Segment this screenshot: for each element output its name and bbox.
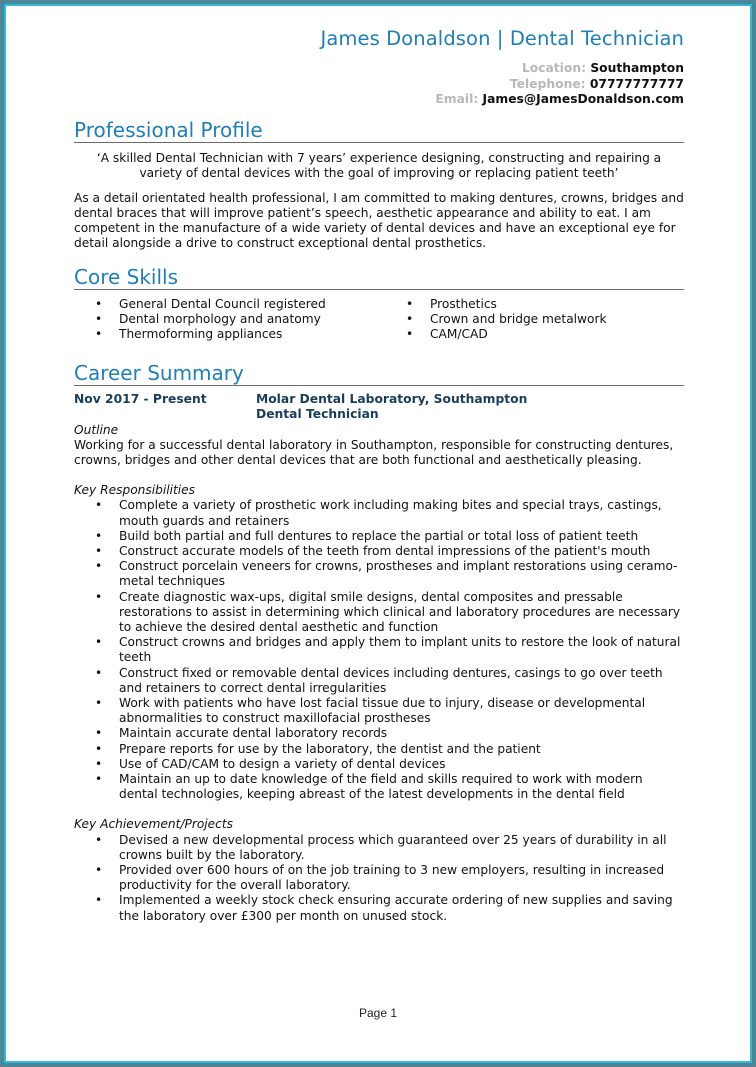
responsibility-item: • Construct crowns and bridges and apply them to implant units to restore the look of natural teeth xyxy=(95,635,681,665)
job-employer: Molar Dental Laboratory, Southampton xyxy=(256,392,528,406)
section-heading-career: Career Summary xyxy=(74,361,684,386)
bullet-icon: • xyxy=(95,772,103,787)
contact-email-label: Email: xyxy=(435,92,479,106)
outline-label: Outline xyxy=(74,422,119,437)
profile-body: As a detail orientated health professional, I am committed to making dentures, crowns, bridges and dental braces that will improve patient’s speech, aesthetic appearance and ability to eat. I am competent in the manufacture of a wide variety of dental devices and have an exceptional eye for detail alongside a drive to construct exceptional dental prosthetics. xyxy=(74,190,684,251)
responsibility-item: • Prepare reports for use by the laboratory, the dentist and the patient xyxy=(95,741,541,756)
bullet-icon: • xyxy=(95,544,103,559)
contact-telephone-label: Telephone: xyxy=(509,76,586,91)
skills-columns xyxy=(74,297,684,343)
job-header xyxy=(74,392,684,423)
name-title: James Donaldson | Dental Technician xyxy=(320,27,684,50)
bullet-icon: • xyxy=(95,696,103,711)
achievements-list xyxy=(74,833,684,924)
bullet-icon: • xyxy=(95,297,103,311)
responsibility-item: • Use of CAD/CAM to design a variety of dental devices xyxy=(95,756,446,771)
profile-quote: ‘A skilled Dental Technician with 7 years’ experience designing, constructing and repairing a variety of dental devices with the goal of improving or replacing patient teeth’ xyxy=(96,151,662,181)
achievement-item: • Implemented a weekly stock check ensuring accurate ordering of new supplies and saving the laboratory over £300 per month on unused stock. xyxy=(95,893,673,923)
bullet-icon: • xyxy=(95,312,103,327)
skill-item: • Dental morphology and anatomy xyxy=(95,312,321,327)
responsibility-item: • Maintain accurate dental laboratory records xyxy=(95,726,388,741)
responsibilities-list xyxy=(74,498,684,802)
responsibility-item: • Construct porcelain veneers for crowns, prostheses and implant restorations using ceramo-metal techniques xyxy=(95,559,678,589)
bullet-icon: • xyxy=(95,832,103,847)
skill-item: • Prosthetics xyxy=(406,297,497,311)
bullet-icon: • xyxy=(95,498,103,513)
section-heading-skills: Core Skills xyxy=(74,265,684,290)
skill-item: • General Dental Council registered xyxy=(95,297,326,311)
bullet-icon: • xyxy=(406,312,414,327)
skills-section xyxy=(74,297,684,343)
bullet-icon: • xyxy=(95,756,103,771)
responsibility-item: • Construct accurate models of the teeth from dental impressions of the patient's mouth xyxy=(95,544,651,559)
career-section xyxy=(74,392,684,924)
skill-item: • CAM/CAD xyxy=(406,327,488,342)
outline-text: Working for a successful dental laboratory in Southampton, responsible for constructing dentures, crowns, bridges and other dental devices that are both functional and aesthetically pleasing. xyxy=(74,437,674,467)
bullet-icon: • xyxy=(95,726,103,741)
bullet-icon: • xyxy=(95,635,103,650)
section-heading-profile: Professional Profile xyxy=(74,118,684,143)
bullet-icon: • xyxy=(95,589,103,604)
responsibility-item: • Work with patients who have lost facial tissue due to injury, disease or developmental abnormalities to construct maxillofacial prostheses xyxy=(95,696,646,726)
responsibility-item: • Maintain an up to date knowledge of the field and skills required to work with modern dental technologies, keeping abreast of the latest developments in the dental field xyxy=(95,772,643,802)
bullet-icon: • xyxy=(95,741,103,756)
responsibilities-label: Key Responsibilities xyxy=(74,483,196,498)
skill-item: • Crown and bridge metalwork xyxy=(406,312,607,327)
contact-location-value: Southampton xyxy=(590,61,684,75)
page-number: Page 1 xyxy=(358,1006,398,1020)
responsibility-item: • Build both partial and full dentures to replace the partial or total loss of patient teeth xyxy=(95,528,639,543)
contact-telephone xyxy=(435,77,684,93)
contact-location-label: Location: xyxy=(521,61,587,75)
contact-telephone-value: 07777777777 xyxy=(589,76,684,91)
responsibility-item: • Construct fixed or removable dental devices including dentures, casings to go over teeth and retainers to correct dental irregularities xyxy=(95,665,663,695)
contact-location xyxy=(435,61,684,77)
bullet-icon: • xyxy=(95,559,103,574)
achievement-item: • Devised a new developmental process which guaranteed over 25 years of durability in all crowns built by the laboratory. xyxy=(95,832,667,862)
contact-email-value: James@JamesDonaldson.com xyxy=(482,92,684,106)
bullet-icon: • xyxy=(95,327,103,342)
job-employer-role xyxy=(256,392,527,423)
skills-list-left xyxy=(74,297,385,343)
responsibility-item: • Create diagnostic wax-ups, digital smile designs, dental composites and pressable restorations to assist in determining which clinical and laboratory procedures are necessary to achieve the desired dental aesthetic and function xyxy=(95,589,681,635)
bullet-icon: • xyxy=(95,528,103,543)
bullet-icon: • xyxy=(406,297,414,311)
job-dates: Nov 2017 - Present xyxy=(74,392,207,406)
bullet-icon: • xyxy=(95,665,103,680)
bullet-icon: • xyxy=(95,893,103,908)
job-role: Dental Technician xyxy=(256,407,379,422)
contact-email xyxy=(435,92,684,108)
bullet-icon: • xyxy=(95,863,103,878)
skills-list-right xyxy=(385,297,684,343)
achievements-label: Key Achievement/Projects xyxy=(74,817,234,832)
contact-block xyxy=(435,61,684,108)
profile-section xyxy=(74,151,684,251)
bullet-icon: • xyxy=(406,327,414,342)
responsibility-item: • Complete a variety of prosthetic work including making bites and special trays, castings, mouth guards and retainers xyxy=(95,498,662,528)
achievement-item: • Provided over 600 hours of on the job training to 3 new employers, resulting in increased productivity for the overall laboratory. xyxy=(95,863,665,893)
skill-item: • Thermoforming appliances xyxy=(95,327,283,342)
